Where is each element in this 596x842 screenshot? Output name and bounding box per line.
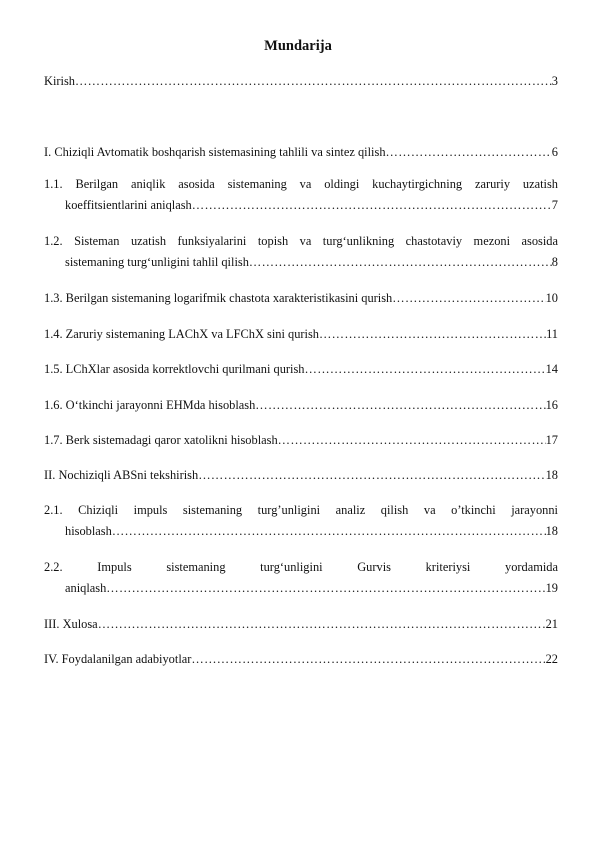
dot-leader — [98, 614, 546, 635]
toc-entry-title: 1.6. O‘tkinchi jarayonni EHMda hisoblash — [44, 398, 256, 412]
dot-leader — [278, 430, 546, 451]
toc-entry-kirish[interactable] — [44, 71, 558, 92]
toc-entry-title: Kirish — [44, 74, 75, 88]
toc-page-number: 16 — [545, 398, 558, 412]
dot-leader — [386, 142, 552, 163]
toc-page-number: 22 — [545, 652, 558, 666]
dot-leader — [319, 324, 546, 345]
toc-page-number: 21 — [545, 617, 558, 631]
toc-page-number: 19 — [545, 581, 558, 595]
toc-entry-1-4[interactable] — [44, 324, 558, 345]
toc-entry-title: 1.4. Zaruriy sistemaning LAChX va LFChX sini qurish — [44, 327, 319, 341]
toc-entry-1-2[interactable] — [44, 231, 558, 273]
toc-page-number: 11 — [546, 327, 558, 341]
toc-entry-title-cont: hisoblash — [65, 524, 112, 538]
toc-entry-conclusion[interactable] — [44, 614, 558, 635]
dot-leader — [249, 252, 552, 273]
toc-page-number: 14 — [545, 362, 558, 376]
dot-leader — [106, 578, 545, 599]
toc-entry-title-cont: sistemaning turg‘unligini tahlil qilish — [65, 255, 249, 269]
toc-entry-title: 1.1. Berilgan aniqlik asosida sistemaning va oldingi kuchaytirgichning zaruriy uzatish — [44, 177, 558, 191]
toc-page-number: 10 — [545, 291, 558, 305]
toc-page-number: 3 — [551, 74, 558, 88]
toc-entry-title-cont: aniqlash — [65, 581, 107, 595]
toc-entry-title: 2.1. Chiziqli impuls sistemaning turg’unligini analiz qilish va o’tkinchi jarayonni — [44, 503, 558, 517]
toc-page-number: 6 — [551, 145, 558, 159]
toc-entry-title: 1.2. Sisteman uzatish funksiyalarini topish va turg‘unlikning chastotaviy mezoni asosida — [44, 234, 558, 248]
toc-page-number: 17 — [545, 433, 558, 447]
toc-entry-2-2[interactable] — [44, 557, 558, 599]
toc-entry-title: 1.3. Berilgan sistemaning logarifmik chastota xarakteristikasini qurish — [44, 291, 393, 305]
toc-page-number: 18 — [545, 468, 558, 482]
toc-entry-title: 1.7. Berk sistemadagi qaror xatolikni hisoblash — [44, 433, 278, 447]
toc-entry-1-3[interactable] — [44, 288, 558, 309]
toc-entry-title: 1.5. LChXlar asosida korrektlovchi qurilmani qurish — [44, 362, 305, 376]
page-title: Mundarija — [264, 38, 332, 54]
toc-entry-1-6[interactable] — [44, 395, 558, 416]
dot-leader — [198, 465, 545, 486]
toc-page-number: 18 — [545, 524, 558, 538]
dot-leader — [192, 195, 552, 216]
dot-leader — [112, 521, 546, 542]
toc-entry-chapter-2[interactable] — [44, 465, 558, 486]
toc-entry-1-5[interactable] — [44, 359, 558, 380]
dot-leader — [191, 649, 545, 670]
toc-entry-title-cont: koeffitsientlarini aniqlash — [65, 198, 192, 212]
toc-entry-chapter-1[interactable] — [44, 142, 558, 163]
toc-entry-1-1[interactable] — [44, 174, 558, 216]
toc-entry-title: III. Xulosa — [44, 617, 98, 631]
dot-leader — [305, 359, 546, 380]
toc-page-number: 7 — [551, 198, 558, 212]
toc-entry-title: 2.2. Impuls sistemaning turg‘unligini Gurvis kriteriysi yordamida — [44, 560, 558, 574]
toc-entry-2-1[interactable] — [44, 500, 558, 542]
toc-entry-references[interactable] — [44, 649, 558, 670]
toc-entry-1-7[interactable] — [44, 430, 558, 451]
dot-leader — [75, 71, 552, 92]
toc-entry-title: IV. Foydalanilgan adabiyotlar — [44, 652, 192, 666]
dot-leader — [255, 395, 545, 416]
toc-entry-title: I. Chiziqli Avtomatik boshqarish sistemasining tahlili va sintez qilish — [44, 145, 386, 159]
dot-leader — [392, 288, 545, 309]
toc-page-number: 8 — [551, 255, 558, 269]
toc-entry-title: II. Nochiziqli ABSni tekshirish — [44, 468, 199, 482]
